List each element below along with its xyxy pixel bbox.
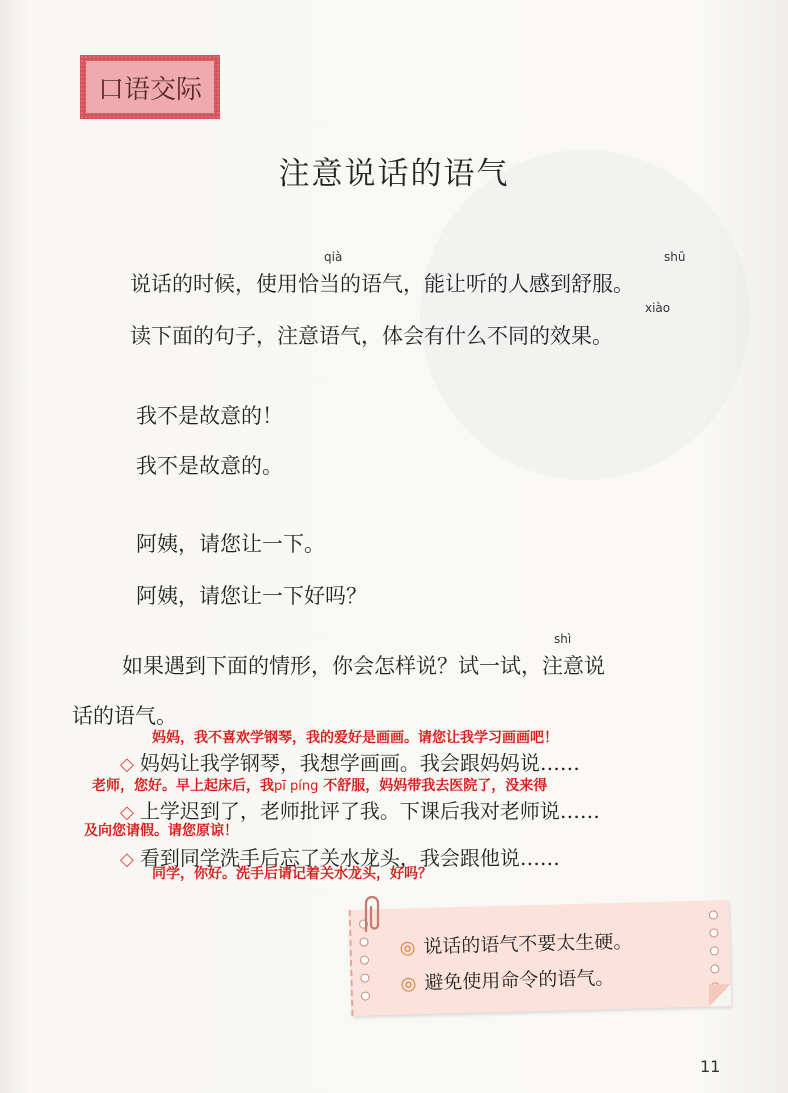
answer-note-2-text-b: 不舒服，妈妈带我去医院了，没来得 <box>323 778 548 794</box>
diamond-bullet-icon: ◇ <box>120 849 134 870</box>
paper-clip-icon <box>356 893 386 935</box>
example-sentence-2: 我不是故意的。 <box>136 454 283 478</box>
scenario-text: 看到同学洗手后忘了关水龙头，我会跟他说…… <box>139 846 560 870</box>
task-line-1: 如果遇到下面的情形，你会怎样说？试一试，注意说 <box>122 654 605 678</box>
section-tag <box>80 55 220 119</box>
tip-text: 避免使用命令的语气。 <box>424 967 615 995</box>
scenario-item-1 <box>120 747 580 776</box>
pinyin-xiao: xiào <box>645 301 671 315</box>
diamond-bullet-icon: ◇ <box>120 802 134 823</box>
example-sentence-4: 阿姨，请您让一下好吗？ <box>136 584 367 608</box>
faded-background-illustration <box>420 150 750 480</box>
answer-note-2-line-1 <box>92 775 547 795</box>
page-title: 注意说话的语气 <box>278 156 510 192</box>
tip-card <box>349 900 732 1016</box>
pinyin-qia: qià <box>324 250 343 264</box>
double-circle-bullet-icon: ◎ <box>400 973 417 995</box>
answer-note-1: 妈妈，我不喜欢学钢琴，我的爱好是画画。请您让我学习画画吧！ <box>152 730 558 746</box>
example-sentence-1: 我不是故意的！ <box>136 404 283 428</box>
example-sentence-3: 阿姨，请您让一下。 <box>136 532 325 556</box>
answer-note-2-line-2: 及向您请假。请您原谅！ <box>84 823 238 839</box>
answer-note-2-pinyin: pī píng <box>274 779 319 794</box>
tip-text: 说话的语气不要太生硬。 <box>423 930 633 959</box>
card-folded-corner <box>709 984 732 1007</box>
pinyin-shi: shì <box>554 632 572 646</box>
answer-note-3: 同学，你好。洗手后请记着关水龙头，好吗？ <box>152 866 432 882</box>
double-circle-bullet-icon: ◎ <box>399 937 416 959</box>
intro-line-1: 说话的时候，使用恰当的语气，能让听的人感到舒服。 <box>130 272 634 296</box>
tip-item-2 <box>400 963 614 996</box>
pinyin-shu: shū <box>664 250 686 264</box>
scenario-text: 上学迟到了，老师批评了我。下课后我对老师说…… <box>139 799 600 823</box>
tip-item-1 <box>399 927 632 960</box>
diamond-bullet-icon: ◇ <box>120 754 134 775</box>
task-line-2: 话的语气。 <box>72 704 177 728</box>
intro-line-2: 读下面的句子，注意语气，体会有什么不同的效果。 <box>130 324 613 348</box>
page-number: 11 <box>700 1057 721 1076</box>
section-tag-label: 口语交际 <box>86 61 214 113</box>
answer-note-2-text-a: 老师，您好。早上起床后，我 <box>92 778 274 794</box>
scenario-text: 妈妈让我学钢琴，我想学画画。我会跟妈妈说…… <box>139 751 580 775</box>
